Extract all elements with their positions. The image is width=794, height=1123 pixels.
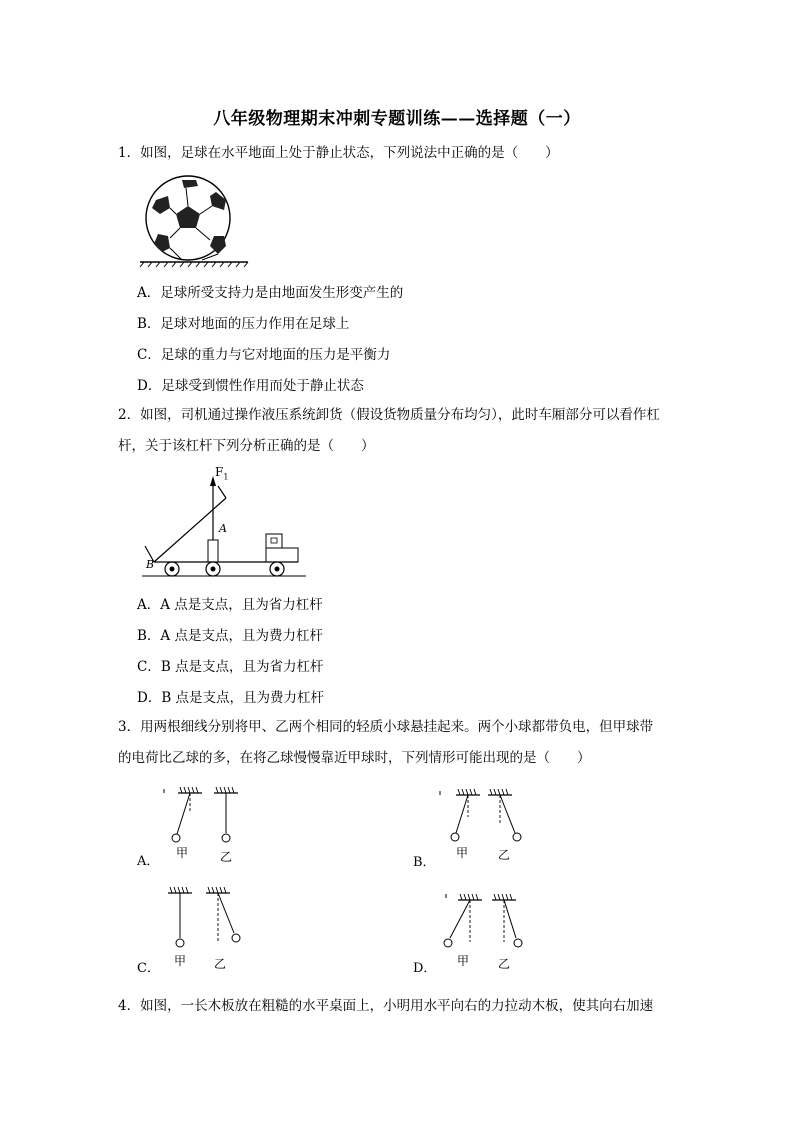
q1-option-c: C．足球的重力与它对地面的压力是平衡力: [137, 347, 391, 363]
page-title: 八年级物理期末冲刺专题训练——选择题（一）: [213, 109, 581, 129]
question-3-stem-line2: 的电荷比乙球的多，在将乙球慢慢靠近甲球时，下列情形可能出现的是（ ）: [118, 750, 591, 766]
q2-option-c: C．B 点是支点，且为省力杠杆: [137, 659, 324, 675]
q2-option-a: A．A 点是支点，且为省力杠杆: [137, 597, 323, 613]
q3-choice-b-jia: 甲: [456, 846, 469, 860]
q3-figure-c: [160, 883, 260, 953]
point-b-label: B: [146, 558, 155, 571]
q3-choice-a-yi: 乙: [220, 850, 233, 864]
q1-option-b: B．足球对地面的压力作用在足球上: [137, 316, 350, 332]
q2-option-d: D．B 点是支点，且为费力杠杆: [137, 690, 325, 706]
dump-truck-figure: [140, 462, 320, 582]
q3-choice-b-yi: 乙: [498, 848, 511, 862]
q3-figure-d: [436, 890, 536, 955]
q3-choice-c-yi: 乙: [214, 957, 227, 971]
question-4-stem: 4．如图，一长木板放在粗糙的水平桌面上，小明用水平向右的力拉动木板，使其向右加速: [118, 998, 654, 1014]
point-a-label: A: [219, 522, 227, 535]
q1-option-a: A．足球所受支持力是由地面发生形变产生的: [137, 285, 404, 301]
q2-option-b: B．A 点是支点，且为费力杠杆: [137, 628, 323, 644]
q3-choice-c-letter: C．: [137, 961, 160, 976]
q3-choice-b-letter: B．: [413, 855, 436, 870]
q3-choice-a-jia: 甲: [176, 846, 189, 860]
question-2-stem-line2: 杆，关于该杠杆下列分析正确的是（ ）: [118, 438, 375, 454]
force-f1-label: $F_1$: [215, 465, 229, 482]
q3-choice-d-letter: D．: [413, 961, 437, 976]
q3-choice-c-jia: 甲: [174, 954, 187, 968]
q3-choice-d-jia: 甲: [457, 954, 470, 968]
question-1-stem: 1．如图，足球在水平地面上处于静止状态，下列说法中正确的是（ ）: [118, 145, 559, 161]
q3-figure-b: [436, 785, 536, 850]
q3-figure-a: [160, 785, 250, 850]
question-3-stem-line1: 3．用两根细线分别将甲、乙两个相同的轻质小球悬挂起来。两个小球都带负电，但甲球带: [118, 719, 654, 735]
soccer-ball-figure: [140, 178, 250, 268]
q1-option-d: D．足球受到惯性作用而处于静止状态: [137, 378, 364, 394]
q3-choice-d-yi: 乙: [498, 957, 511, 971]
question-2-stem-line1: 2．如图，司机通过操作液压系统卸货（假设货物质量分布均匀），此时车厢部分可以看作杠: [118, 407, 660, 423]
q3-choice-a-letter: A．: [137, 854, 160, 869]
